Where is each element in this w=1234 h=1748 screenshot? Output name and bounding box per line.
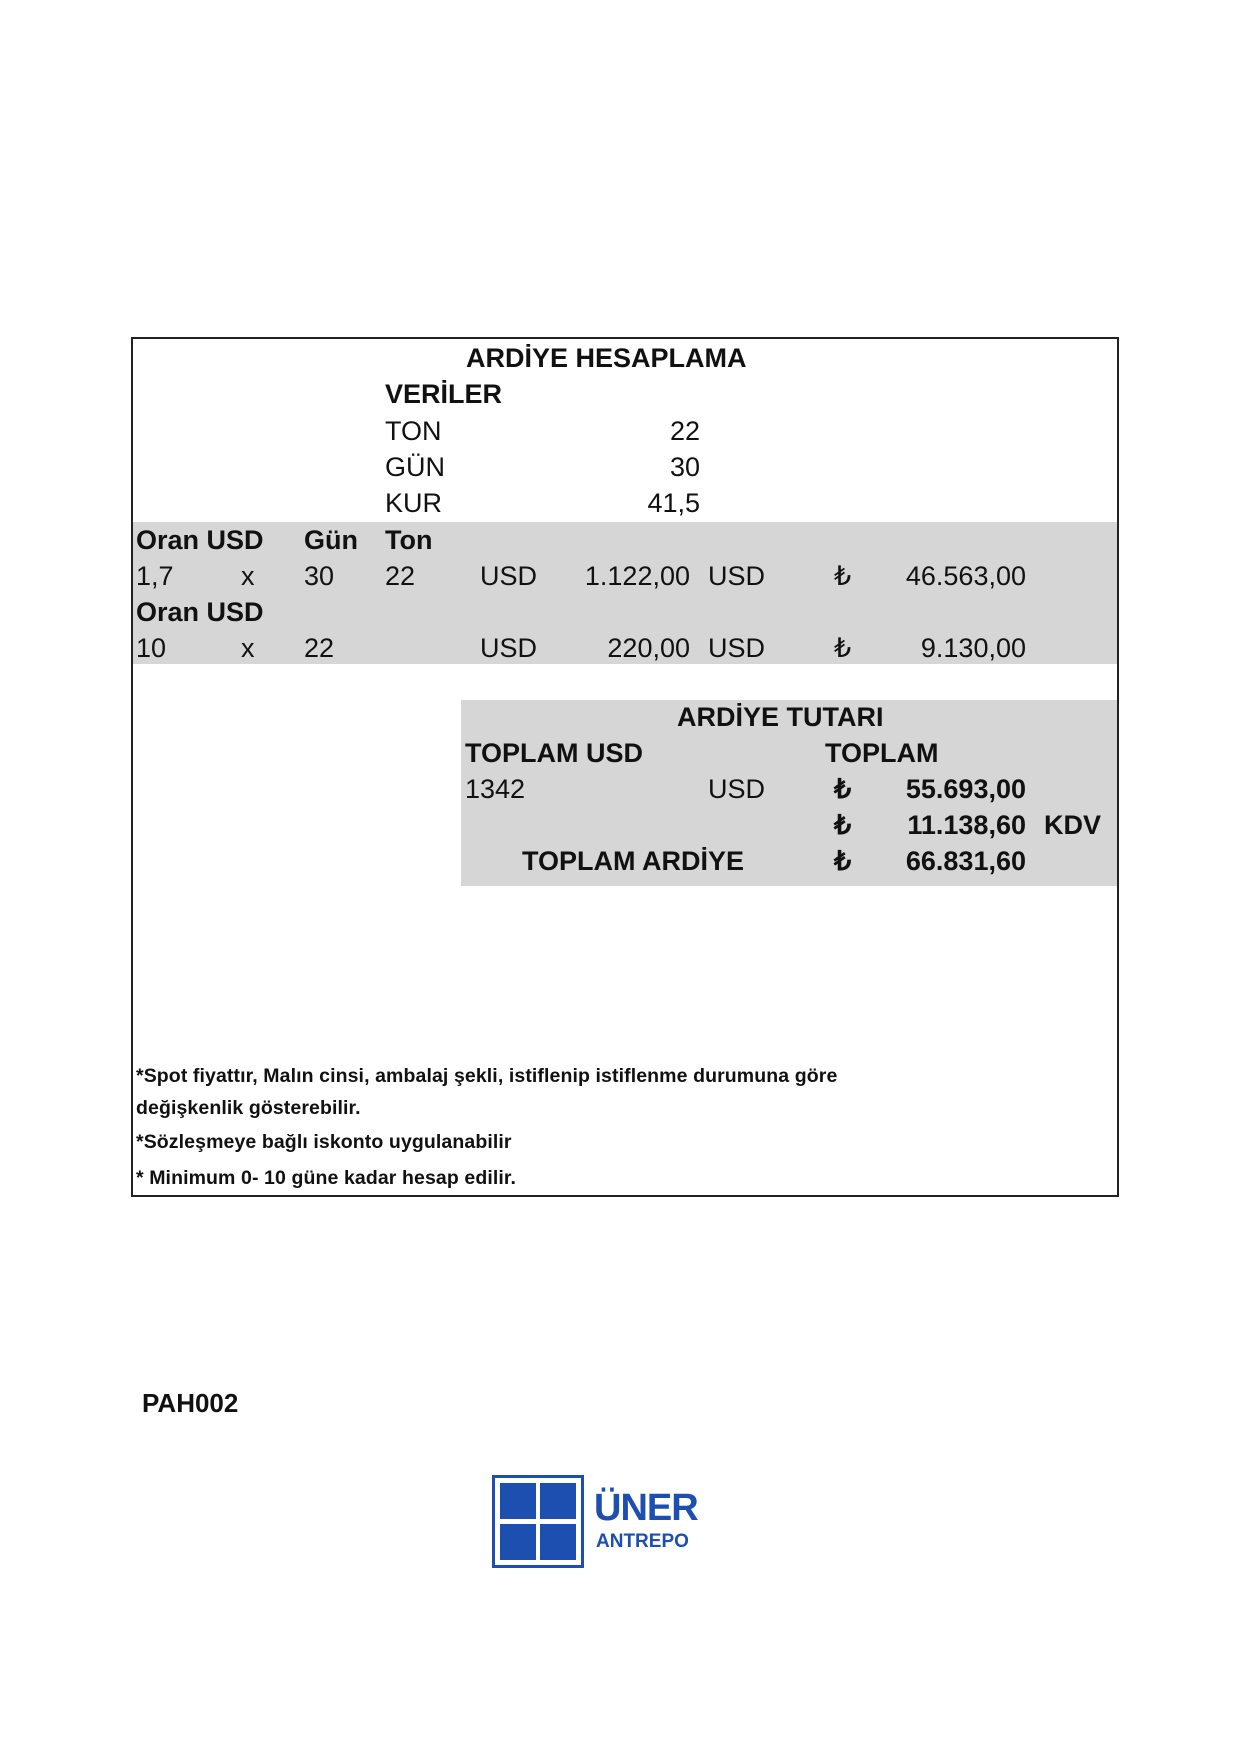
header-tons: Ton: [385, 525, 433, 555]
logo-grid-icon: [492, 1475, 584, 1568]
inputs-heading: VERİLER: [385, 379, 503, 409]
input-label-kur: KUR: [385, 488, 443, 518]
calc2-try-symbol: ₺: [834, 633, 852, 663]
input-value-ton: 22: [669, 416, 700, 446]
calc1-tons: 22: [385, 561, 416, 591]
calc1-currency-2: USD: [708, 561, 766, 591]
page-title: ARDİYE HESAPLAMA: [466, 343, 747, 373]
header-rate-usd: Oran USD: [136, 525, 264, 555]
calc1-days: 30: [304, 561, 335, 591]
summary-grand-try-symbol: ₺: [834, 846, 852, 876]
calc2-rate: 10: [136, 633, 167, 663]
calc2-tons: 22: [304, 633, 335, 663]
summary-vat-label: KDV: [1044, 810, 1102, 840]
summary-total-usd-value: 1342: [465, 774, 526, 804]
calc2-usd-amount: 220,00: [607, 633, 690, 663]
logo-name: ÜNER: [594, 1487, 698, 1529]
logo-subtitle: ANTREPO: [596, 1531, 689, 1552]
calc1-try-symbol: ₺: [834, 561, 852, 591]
summary-title: ARDİYE TUTARI: [677, 702, 884, 732]
input-label-gun: GÜN: [385, 452, 445, 482]
calc1-rate: 1,7: [136, 561, 174, 591]
summary-vat-try-symbol: ₺: [834, 810, 852, 840]
calc1-try-amount: 46.563,00: [905, 561, 1026, 591]
calc1-currency: USD: [480, 561, 538, 591]
input-value-kur: 41,5: [647, 488, 700, 518]
summary-vat-amount: 11.138,60: [907, 810, 1026, 840]
note-line-4: * Minimum 0- 10 güne kadar hesap edilir.: [136, 1167, 517, 1189]
calc2-times: x: [241, 633, 255, 663]
calc2-currency: USD: [480, 633, 538, 663]
note-line-3: *Sözleşmeye bağlı iskonto uygulanabilir: [136, 1131, 512, 1153]
calc2-try-amount: 9.130,00: [920, 633, 1026, 663]
summary-total-usd-label: TOPLAM USD: [465, 738, 644, 768]
note-line-2: değişkenlik gösterebilir.: [136, 1097, 361, 1119]
summary-total-try: 55.693,00: [905, 774, 1026, 804]
note-line-1: *Spot fiyattır, Malın cinsi, ambalaj şekli, istiflenip istiflenme durumuna göre: [136, 1065, 838, 1087]
summary-total-label: TOPLAM: [825, 738, 939, 768]
input-value-gun: 30: [669, 452, 700, 482]
calc1-usd-amount: 1.122,00: [584, 561, 690, 591]
header-rate-usd-2: Oran USD: [136, 597, 264, 627]
summary-usd-label: USD: [708, 774, 766, 804]
company-logo: [492, 1475, 712, 1571]
calc2-currency-2: USD: [708, 633, 766, 663]
calc1-times: x: [241, 561, 255, 591]
summary-grand-total: 66.831,60: [905, 846, 1026, 876]
summary-grand-label: TOPLAM ARDİYE: [522, 846, 745, 876]
document-code: PAH002: [142, 1388, 239, 1418]
header-days: Gün: [304, 525, 358, 555]
input-label-ton: TON: [385, 416, 442, 446]
summary-try-symbol: ₺: [834, 774, 852, 804]
